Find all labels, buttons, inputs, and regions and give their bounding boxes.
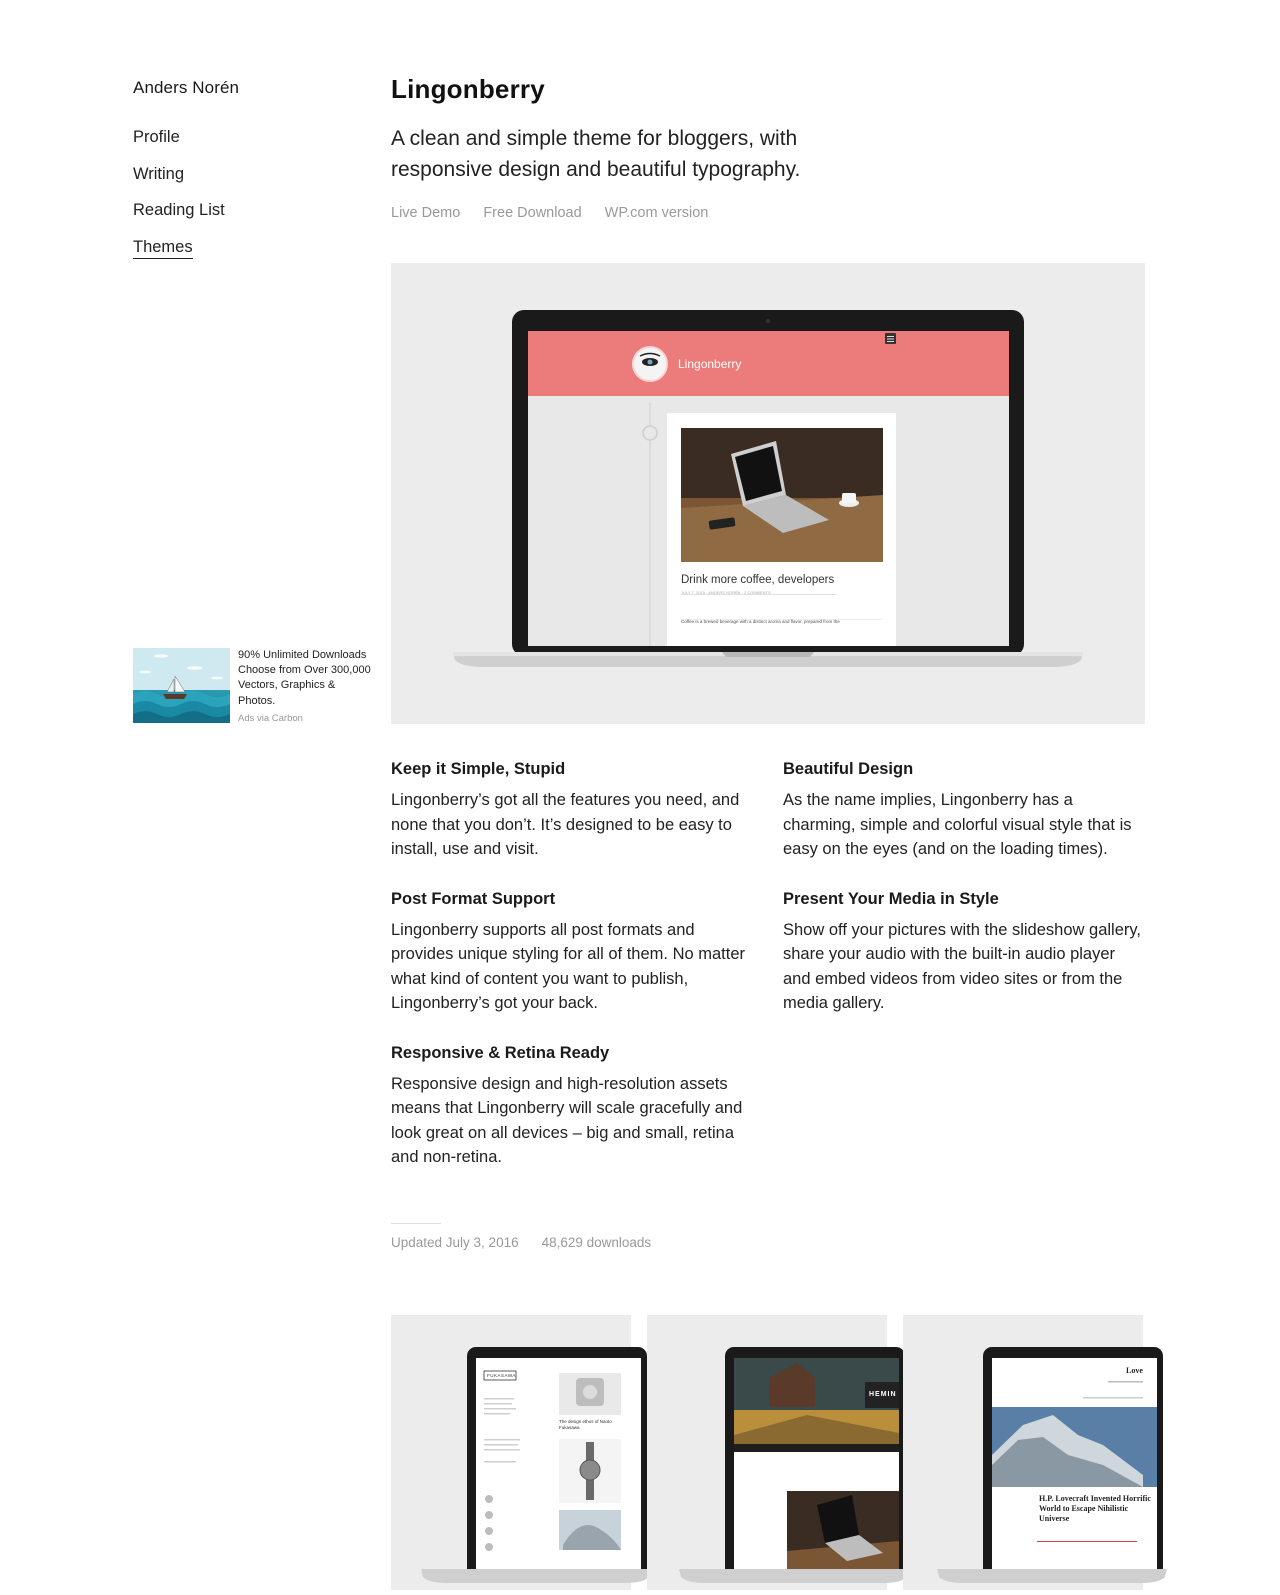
wpcom-version-link[interactable]: WP.com version	[604, 205, 709, 221]
free-download-link[interactable]: Free Download	[483, 205, 582, 221]
page-title: Lingonberry	[391, 74, 545, 104]
live-demo-link[interactable]: Live Demo	[391, 205, 461, 221]
ad-line-3: Vectors, Graphics & Photos.	[238, 679, 336, 707]
feature-text: Show off your pictures with the slideshow gallery, share your audio with the built-in audio player and embed videos from video sites or from the media gallery.	[783, 920, 1141, 1012]
feature-text: Responsive design and high-resolution assets means that Lingonberry will scale gracefully and look great on all devices – big and small, retina and non-retina.	[391, 1074, 743, 1166]
carbon-ad[interactable]	[133, 648, 373, 724]
theme-main	[391, 74, 1145, 221]
feature-title: Post Format Support	[391, 889, 556, 908]
feature-text: As the name implies, Lingonberry has a charming, simple and colorful visual style that is easy on the eyes (and on the loading times).	[783, 791, 1132, 858]
feature-title: Responsive & Retina Ready	[391, 1043, 610, 1062]
feature-title: Keep it Simple, Stupid	[391, 760, 566, 778]
meta-divider	[391, 1223, 441, 1224]
ad-line-2: Choose from Over 300,000	[238, 664, 371, 677]
feature-list	[391, 760, 1151, 1170]
site-name[interactable]: Anders Norén	[133, 78, 240, 97]
feature-item	[391, 890, 783, 1016]
theme-tagline: A clean and simple theme for bloggers, with responsive design and beautiful typography.	[391, 127, 801, 181]
related-theme-logo: FUKASAWA	[487, 1373, 516, 1378]
nav-link-writing[interactable]: Writing	[133, 164, 185, 183]
related-theme-logo: Love	[1126, 1366, 1143, 1375]
theme-links	[391, 205, 1145, 221]
theme-meta	[391, 1235, 651, 1250]
nav-link-reading-list[interactable]: Reading List	[133, 201, 225, 219]
related-theme-caption: H.P. Lovecraft Invented Horrific World to Escape Nihilistic Universe	[1039, 1494, 1151, 1523]
ad-via-carbon[interactable]: Ads via Carbon	[238, 712, 303, 724]
related-theme-card[interactable]	[903, 1315, 1151, 1590]
related-theme-card[interactable]	[647, 1315, 897, 1590]
nav-item-reading-list[interactable]	[133, 201, 373, 238]
feature-title: Beautiful Design	[783, 760, 914, 778]
hero-site-title: Lingonberry	[678, 357, 742, 371]
ad-line-1: 90% Unlimited Downloads	[238, 649, 367, 661]
main-nav	[133, 128, 373, 274]
feature-text: Lingonberry supports all post formats and provides unique styling for all of them. No matter what kind of content you want to publish, Lingonberry’s got your back.	[391, 920, 746, 1012]
related-theme-card[interactable]	[391, 1315, 631, 1590]
feature-item	[391, 1044, 783, 1170]
related-theme-logo: HEMIN	[869, 1391, 897, 1398]
laptop-illustration	[391, 263, 1145, 724]
hero-post-title: Drink more coffee, developers	[681, 574, 835, 586]
related-themes	[391, 1315, 1151, 1590]
feature-item	[783, 760, 1145, 862]
nav-item-profile[interactable]	[133, 128, 373, 165]
download-count: 48,629 downloads	[541, 1235, 652, 1250]
ad-image[interactable]	[133, 648, 230, 723]
feature-item	[783, 890, 1145, 1016]
nav-item-writing[interactable]	[133, 165, 373, 202]
nav-link-profile[interactable]: Profile	[133, 128, 180, 146]
feature-title: Present Your Media in Style	[783, 889, 999, 908]
hero-post-excerpt: Coffee is a brewed beverage with a distinct aroma and flavor, prepared from the	[681, 619, 840, 624]
nav-link-themes[interactable]: Themes	[133, 238, 193, 259]
ad-text[interactable]	[238, 648, 373, 724]
nav-item-themes[interactable]	[133, 238, 373, 275]
sidebar	[133, 78, 373, 274]
related-theme-caption: The design ethos of Naoto Fukasawa	[559, 1419, 612, 1430]
feature-text: Lingonberry’s got all the features you need, and none that you don’t. It’s designed to be easy to install, use and visit.	[391, 791, 740, 858]
theme-screenshot	[391, 263, 1145, 724]
updated-date: Updated July 3, 2016	[391, 1235, 519, 1250]
hero-post-meta: JULY 7, 2015 · ANDERS NORÉN · 2 COMMENTS	[681, 590, 771, 595]
feature-item	[391, 760, 783, 862]
